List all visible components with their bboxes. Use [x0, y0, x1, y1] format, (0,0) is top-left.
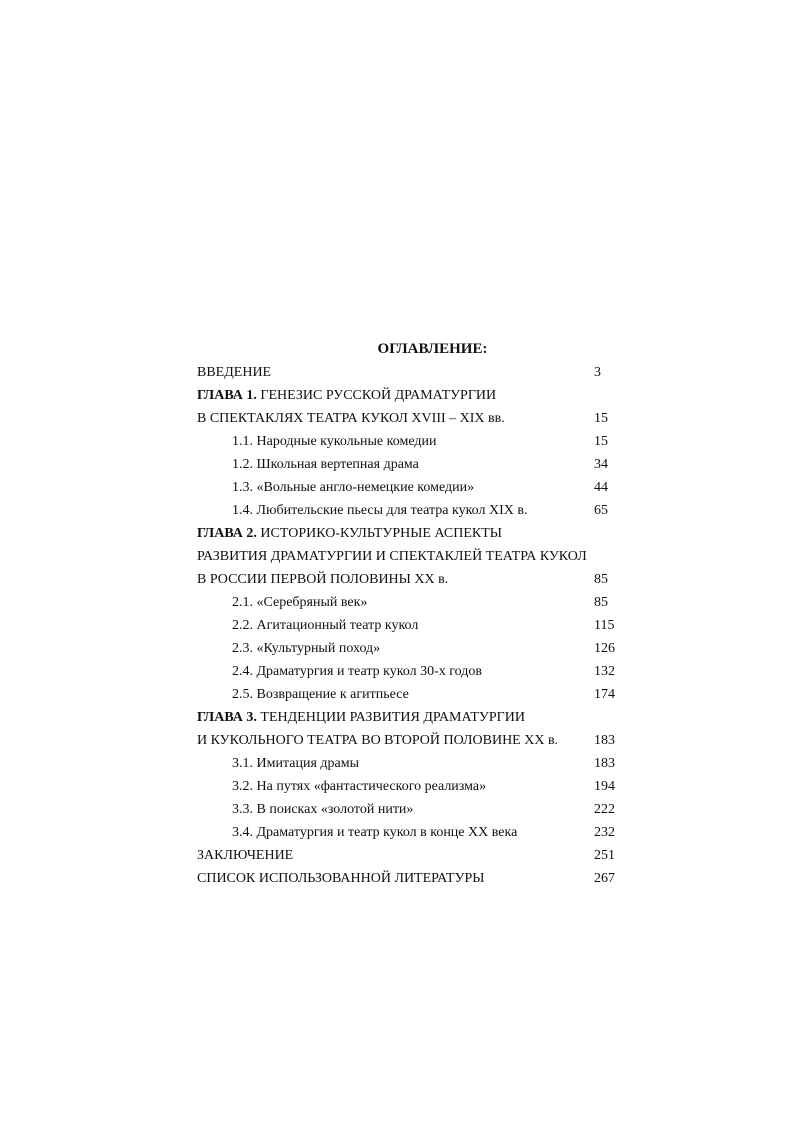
toc-entry-page: 126 [594, 641, 615, 656]
toc-entry-label: 2.1. «Серебряный век» [232, 595, 368, 610]
toc-entry-page: 44 [594, 480, 608, 495]
toc-subentry [197, 752, 617, 775]
toc-title: ОГЛАВЛЕНИЕ: [377, 341, 488, 357]
toc-subentry [197, 660, 617, 683]
toc-entry-label: В СПЕКТАКЛЯХ ТЕАТРА КУКОЛ XVIII – XIX вв. [197, 411, 505, 426]
toc-entry [197, 407, 617, 430]
chapter-title: ГЕНЕЗИС РУССКОЙ ДРАМАТУРГИИ [256, 388, 497, 403]
toc-entry-page: 85 [594, 595, 608, 610]
toc-entry-label: ЗАКЛЮЧЕНИЕ [197, 848, 294, 863]
toc-entry-page: 85 [594, 572, 608, 587]
toc-entry-page: 174 [594, 687, 615, 702]
toc-subentry [197, 430, 617, 453]
toc-subentry [197, 453, 617, 476]
toc-entry-label [197, 706, 525, 729]
toc-entry-label: 2.3. «Культурный поход» [232, 641, 381, 656]
toc-subentry [197, 476, 617, 499]
toc-chapter-heading [197, 384, 617, 407]
toc-entry-label: И КУКОЛЬНОГО ТЕАТРА ВО ВТОРОЙ ПОЛОВИНЕ XX в. [197, 733, 559, 748]
toc-entry-page: 65 [594, 503, 608, 518]
toc-entry-label: 1.1. Народные кукольные комедии [232, 434, 437, 449]
toc-chapter-heading [197, 706, 617, 729]
toc-entry-label: 2.2. Агитационный театр кукол [232, 618, 419, 633]
toc-entry-page: 222 [594, 802, 615, 817]
toc-subentry [197, 637, 617, 660]
toc-entry-page: 232 [594, 825, 615, 840]
toc-subentry [197, 591, 617, 614]
toc-entry-page: 15 [594, 434, 608, 449]
toc-subentry [197, 798, 617, 821]
toc-subentry [197, 775, 617, 798]
chapter-title: ТЕНДЕНЦИИ РАЗВИТИЯ ДРАМАТУРГИИ [256, 710, 525, 725]
toc-entry-page: 194 [594, 779, 615, 794]
toc-entry-page: 15 [594, 411, 608, 426]
toc-entry-page: 115 [594, 618, 615, 633]
toc-entry-label: 3.4. Драматургия и театр кукол в конце XX века [232, 825, 518, 840]
toc-entry-label: 2.4. Драматургия и театр кукол 30-х годов [232, 664, 483, 679]
toc-subentry [197, 499, 617, 522]
toc-entry [197, 568, 617, 591]
chapter-number: ГЛАВА 3. [197, 710, 257, 725]
chapter-title: ИСТОРИКО-КУЛЬТУРНЫЕ АСПЕКТЫ [256, 526, 502, 541]
toc-entry-page: 183 [594, 756, 615, 771]
toc-entry-label: ВВЕДЕНИЕ [197, 365, 272, 380]
toc-entry-page: 251 [594, 848, 615, 863]
toc-entry-page: 183 [594, 733, 615, 748]
toc-entry [197, 545, 617, 568]
toc-entry-page: 3 [594, 365, 601, 380]
toc-entry-page: 132 [594, 664, 615, 679]
toc-entry [197, 844, 617, 867]
chapter-number: ГЛАВА 2. [197, 526, 257, 541]
toc-entry-page: 34 [594, 457, 608, 472]
toc-entry-label: 3.2. На путях «фантастического реализма» [232, 779, 487, 794]
toc-subentry [197, 683, 617, 706]
toc-entry-label: РАЗВИТИЯ ДРАМАТУРГИИ И СПЕКТАКЛЕЙ ТЕАТРА КУКОЛ [197, 549, 587, 564]
chapter-number: ГЛАВА 1. [197, 388, 257, 403]
toc-entry-label: 1.2. Школьная вертепная драма [232, 457, 419, 472]
toc-entry-label: В РОССИИ ПЕРВОЙ ПОЛОВИНЫ XX в. [197, 572, 449, 587]
toc-entry-label [197, 522, 502, 545]
toc-subentry [197, 614, 617, 637]
toc-list [197, 361, 617, 890]
toc-entry-label: 3.1. Имитация драмы [232, 756, 359, 771]
toc-entry [197, 729, 617, 752]
toc-entry-label: СПИСОК ИСПОЛЬЗОВАННОЙ ЛИТЕРАТУРЫ [197, 871, 485, 886]
toc-subentry [197, 821, 617, 844]
toc-entry-page: 267 [594, 871, 615, 886]
toc-chapter-heading [197, 522, 617, 545]
toc-entry-label: 2.5. Возвращение к агитпьесе [232, 687, 409, 702]
toc-entry [197, 361, 617, 384]
toc-entry-label: 1.3. «Вольные англо-немецкие комедии» [232, 480, 475, 495]
toc-entry [197, 867, 617, 890]
toc-entry-label: 1.4. Любительские пьесы для театра кукол XIX в. [232, 503, 528, 518]
toc-entry-label: 3.3. В поисках «золотой нити» [232, 802, 414, 817]
toc-entry-label [197, 384, 496, 407]
